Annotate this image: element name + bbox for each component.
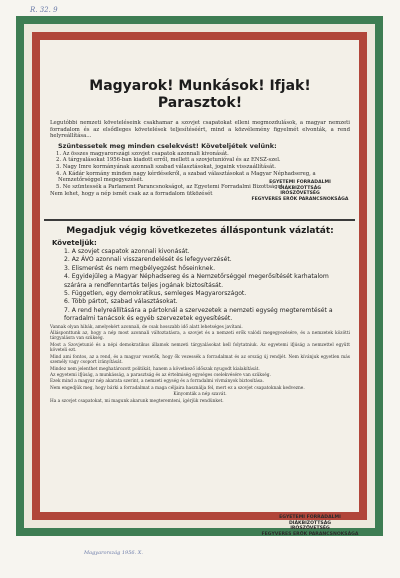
slogan: Szüntessetek meg minden cselekvést! Követeljétek velünk: (58, 141, 277, 150)
demand-item: 5. Ne szüntessék a Parlament Parancsnokságot, az Egyetemi Forradalmi Bizottságot. (56, 183, 285, 190)
body-paragraph: Nem engedjük meg, hogy bárki a forradalmat a maga céljaira használja fel, mert ez a szovjet csapatoknak kedvezne. (50, 385, 305, 391)
signature-line: IRÓSZÖVETSÉG (280, 191, 320, 197)
white-border-top (16, 24, 383, 32)
demand-item: 1. A szovjet csapatok azonnali kivonását. (64, 248, 190, 255)
closing-paragraph: Ha a szovjet csapatokat, mi magunk akarunk megteremteni, ígérjük rendünket. (50, 398, 224, 404)
sub-headline: Megadjuk végig következetes álláspontunk vázlatát: (66, 226, 334, 236)
demand-item: 3. Elismerést és nem megbélyegzést hőseinknek. (64, 264, 216, 272)
demand-item: 2. Az ÁVO azonnali visszarendelését és lefegyverzését. (64, 256, 232, 264)
demand-item: 4. A Kádár kormány minden nagy kérdésekről, a szabad választásokat a Magyar Néphadsereg, a Nemzetőrséggel megegyezését. (56, 170, 316, 184)
red-border-left (32, 32, 40, 528)
demand-item: 6. Több pártot, szabad választásokat. (64, 298, 178, 306)
signature-block-2 (260, 515, 360, 537)
body-paragraph: Állásponttunk az, hogy a nép most azonnali változtatásra, a szovjet és a nemzeti erők valódi megegyezésére, és a nemzetek közötti tárgyalásra van szükség. (50, 331, 350, 342)
body-paragraph: Most a Szovjetunió és a népi demokratikus államok nemzeti tárgyalásokat kell folytatniuk. Az egyetemi ifjúság a nemzettel együtt követeli ezt. (50, 342, 350, 354)
headline-line-2: Parasztok! (157, 95, 243, 111)
handwritten-note: Magyarország 1956. X. (84, 550, 143, 556)
signature-line: FEGYVERES ERŐK PARANCSNOKSÁGA (251, 196, 349, 202)
white-border-right (367, 24, 375, 528)
section-divider (44, 219, 355, 221)
signature-line: IRÓSZÖVETSÉG (290, 526, 330, 532)
body-paragraph: Kinyomták a nép szavát. (173, 392, 227, 398)
body-paragraph: Mindez nem jelenthet meghatározott politikát, hanem a következő időszak nyugodt kialakítását. (50, 366, 260, 372)
red-border-right (359, 32, 367, 528)
body-paragraph: Vannak olyan hibák, amelyekért azonnali, de csak hosszabb idő alatt lehetséges javítani. (50, 324, 243, 330)
signature-block-1 (250, 180, 350, 202)
body-paragraph: Az egyetemi ifjúság, a munkásság, a parasztság és az értelmiség egységes cselekvésére van szükség. (50, 372, 271, 378)
body-paragraph: Ezek mind a magyar nép akarata szerint, a nemzeti egység és a forradalmi vívmányok biztosítása. (50, 379, 264, 385)
section-position (50, 226, 350, 404)
demand-item: 5. Független, egy demokratikus, semleges Magyarországot. (64, 290, 247, 298)
demands-label: Követeljük: (52, 239, 97, 247)
red-border-top (16, 32, 383, 40)
intro-paragraph: Legutóbbi nemzeti követeléseink csakhamar a szovjet csapatokat elleni megmozdulások, a magyar nemzeti forradalom és az elsődleges követelések teljesítéséért, mind a közvélemény figyelmét elvonták, a rend helyreállítása... (50, 120, 350, 140)
demand-item: 7. A rend helyreállítására a pártoknál a szervezetek a nemzeti egység megteremtését a forradalmi tanácsok és egyéb szervezetek egyesítését. (64, 306, 333, 323)
white-border-left (24, 24, 32, 528)
green-border-top (16, 16, 383, 24)
demand-item: 3. Nagy Imre kormányának azonnali szabad választásokat, jogaink visszaállítását. (56, 163, 276, 170)
headline-line-1: Magyarok! Munkások! Ifjak! (89, 78, 311, 94)
signature-line: FEGYVERES ERŐK PARANCSNOKSÁGA (261, 531, 359, 537)
archive-reference: R. 32. 9 (30, 6, 58, 14)
outro-paragraph: Nem lehet, hogy a nép ismét csak az a forradalom ütközését (50, 191, 213, 198)
demand-item: 1. Az összes magyarországi szovjet csapatok azonnali kivonását. (56, 150, 229, 157)
demands-list-2 (50, 248, 350, 324)
poster-headline (50, 78, 350, 112)
green-border-right (375, 16, 383, 536)
demand-item: 2. A tárgyalásokat 1956-ban kiadott erről, mellett a szovjetunióval és az ENSZ-szel. (56, 157, 281, 164)
demand-item: 4. Egyidejűleg a Magyar Néphadsereg és a Nemzetőrséggel megerősítését karhatalom szárára a rendfenntartás teljes jogának biztosítását. (64, 273, 329, 289)
signature-line: EGYETEMI FORRADALMI DIÁKBIZOTTSÁG (269, 180, 331, 191)
signature-line: EGYETEMI FORRADALMI DIÁKBIZOTTSÁG (279, 515, 341, 526)
green-border-left (16, 16, 24, 536)
body-paragraph: Mind ami fontos, az a rend, és a magyar vezetők, hogy ők vezessék a forradalmat és az ország új rendjét. Nem kívánjuk egyetlen más személy vagy csoport irányítását. (50, 354, 350, 366)
